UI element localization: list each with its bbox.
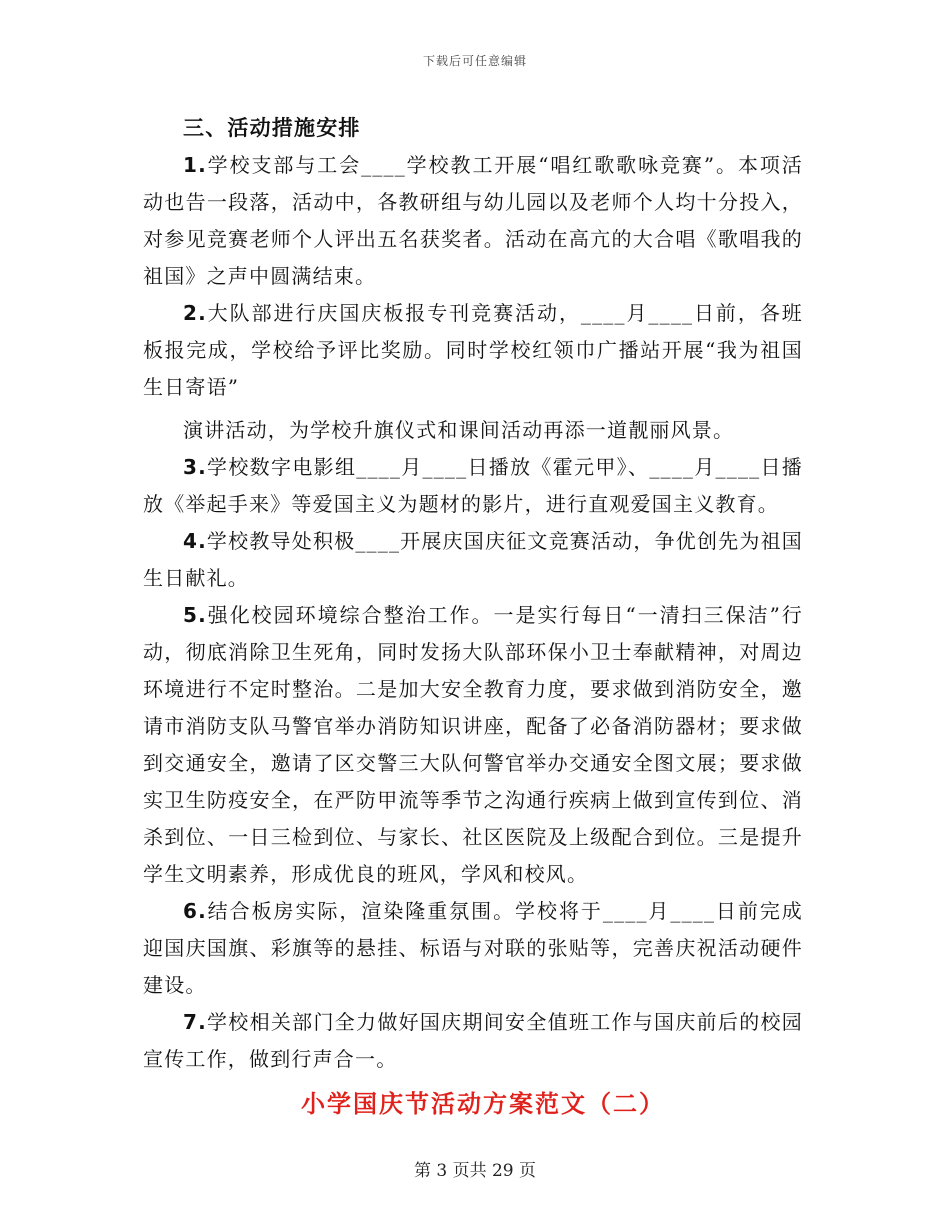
list-item (143, 523, 803, 597)
item-text: 结合板房实际，渲染隆重氛围。学校将于____月____日前完成迎国庆国旗、彩旗等的悬挂、标语与对联的张贴等，完善庆祝活动硬件建设。 (143, 899, 803, 997)
item-number: 6. (183, 899, 207, 923)
item-text: 强化校园环境综合整治工作。一是实行每日“一清扫三保洁”行动，彻底消除卫生死角，同时发扬大队部环保小卫士奉献精神，对周边环境进行不定时整治。二是加大安全教育力度，要求做到消防安全，邀请市消防支队马警官举办消防知识讲座，配备了必备消防器材；要求做到交通安全，邀请了区交警三大队何警官举办交通安全图文展；要求做实卫生防疫安全，在严防甲流等季节之沟通行疾病上做到宣传到位、消杀到位、一日三检到位、与家长、社区医院及上级配合到位。三是提升学生文明素养，形成优良的班风，学风和校风。 (143, 603, 803, 886)
item-number: 5. (183, 603, 207, 627)
item-text: 学校教导处积极____开展庆国庆征文竞赛活动，争优创先为祖国生日献礼。 (143, 529, 803, 590)
item-text: 大队部进行庆国庆板报专刊竞赛活动，____月____日前，各班板报完成，学校给予评比奖励。同时学校红领巾广播站开展“我为祖国生日寄语” (143, 301, 803, 399)
item-text: 学校相关部门全力做好国庆期间安全值班工作与国庆前后的校园宣传工作，做到行声合一。 (143, 1010, 803, 1071)
item-text: 学校数字电影组____月____日播放《霍元甲》、____月____日播放《举起手来》等爱国主义为题材的影片，进行直观爱国主义教育。 (143, 455, 803, 516)
item-text: 演讲活动，为学校升旗仪式和课间活动再添一道靓丽风景。 (183, 418, 735, 442)
next-section-title: 小学国庆节活动方案范文（二） (301, 1090, 665, 1118)
list-item (143, 597, 803, 893)
list-item (143, 449, 803, 523)
item-number: 1. (183, 153, 207, 177)
section-title: 三、活动措施安排 (183, 116, 361, 140)
item-number: 2. (183, 301, 207, 325)
item-number: 3. (183, 455, 207, 479)
list-item (143, 147, 803, 295)
item-number: 4. (183, 529, 207, 553)
list-item (143, 412, 803, 449)
document-body (143, 110, 803, 1124)
list-item (143, 1004, 803, 1078)
list-item (143, 893, 803, 1004)
page-header: 下载后可任意编辑 (422, 54, 527, 68)
page-footer: 第 3 页共 29 页 (413, 1161, 537, 1181)
list-item (143, 295, 803, 406)
item-text: 学校支部与工会____学校教工开展“唱红歌歌咏竞赛”。本项活动也告一段落，活动中，各教研组与幼儿园以及老师个人均十分投入，对参见竞赛老师个人评出五名获奖者。活动在高亢的大合唱《歌唱我的祖国》之声中圆满结束。 (143, 153, 803, 288)
item-number: 7. (183, 1010, 207, 1034)
